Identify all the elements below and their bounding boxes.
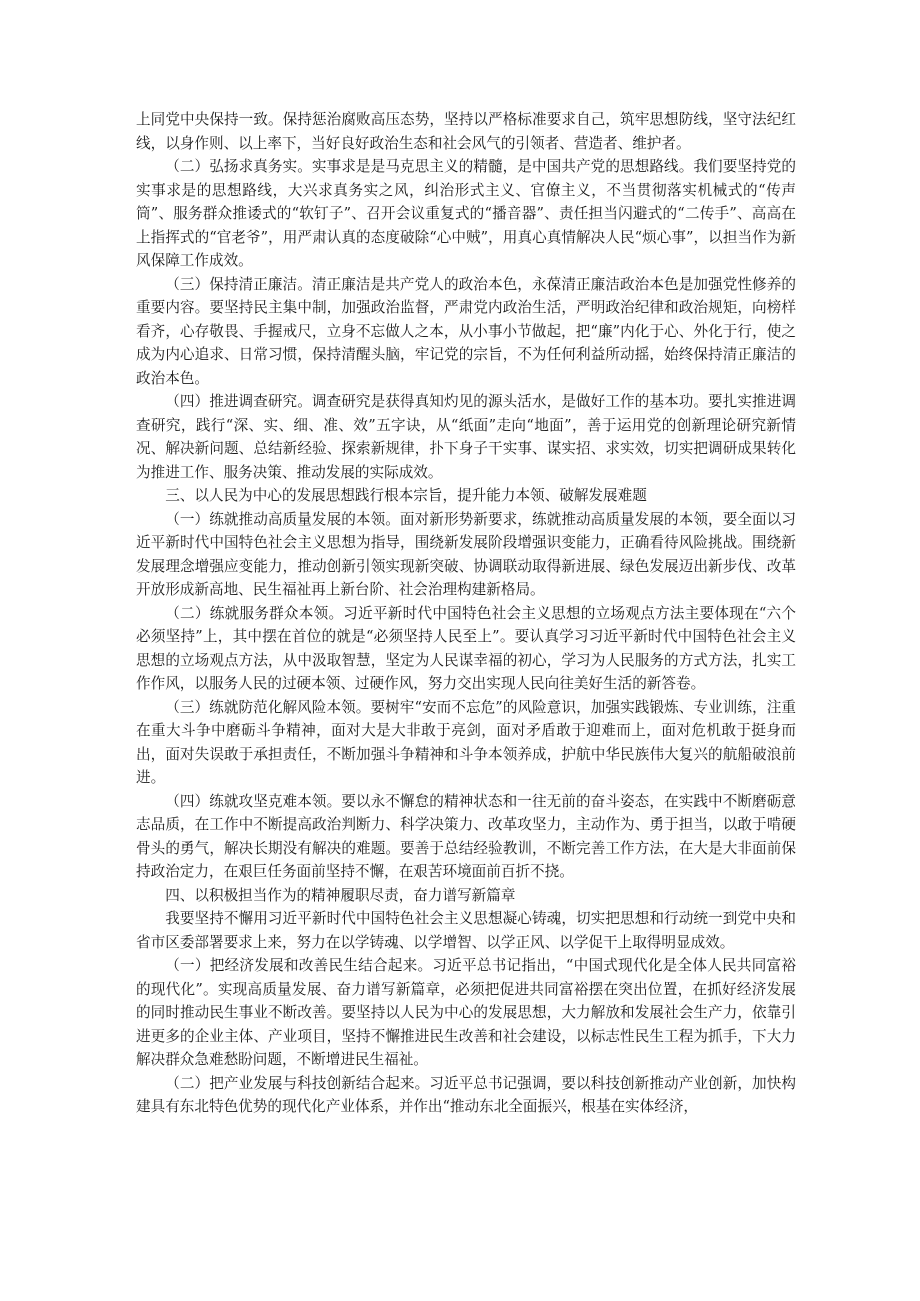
paragraph: 我要坚持不懈用习近平新时代中国特色社会主义思想凝心铸魂，切实把思想和行动统一到党中央和省市区委部署要求上来，努力在以学铸魂、以学增智、以学正风、以学促干上取得明显成效。 (136, 910, 796, 951)
paragraph: （四）推进调查研究。调查研究是获得真知灼见的源头活水，是做好工作的基本功。要扎实推进调查研究，践行“深、实、细、准、效”五字诀，从“纸面”走向“地面”，善于运用党的创新理论研究新情况、解决新问题、总结新经验、探索新规律，扑下身子干实事、谋实招、求实效，切实把调研成果转化为推进工作、服务决策、推动发展的实际成效。 (136, 393, 796, 481)
paragraph: （二）练就服务群众本领。习近平新时代中国特色社会主义思想的立场观点方法主要体现在“六个必须坚持”上，其中摆在首位的就是“必须坚持人民至上”。要认真学习习近平新时代中国特色社会主义思想的立场观点方法，从中汲取智慧，坚定为人民谋幸福的初心，学习为人民服务的方式方法，扎实工作作风，以服务人民的过硬本领、过硬作风，努力交出实现人民向往美好生活的新答卷。 (136, 604, 796, 692)
paragraph: （三）保持清正廉洁。清正廉洁是共产党人的政治本色，永葆清正廉洁政治本色是加强党性修养的重要内容。要坚持民主集中制，加强政治监督，严肃党内政治生活，严明政治纪律和政治规矩，向榜样看齐，心存敬畏、手握戒尺，立身不忘做人之本，从小事小节做起，把“廉”内化于心、外化于行，使之成为内心追求、日常习惯，保持清醒头脑，牢记党的宗旨，不为任何利益所动摇，始终保持清正廉洁的政治本色。 (136, 275, 796, 387)
paragraph: （二）把产业发展与科技创新结合起来。习近平总书记强调，要以科技创新推动产业创新，加快构建具有东北特色优势的现代化产业体系，并作出“推动东北全面振兴，根基在实体经济， (136, 1074, 796, 1115)
paragraph: （四）练就攻坚克难本领。要以永不懈怠的精神状态和一往无前的奋斗姿态，在实践中不断磨砺意志品质，在工作中不断提高政治判断力、科学决策力、改革攻坚力，主动作为、勇于担当，以敢于啃硬骨头的勇气，解决长期没有解决的难题。要善于总结经验教训，不断完善工作方法，在大是大非面前保持政治定力，在艰巨任务面前坚持不懈，在艰苦环境面前百折不挠。 (136, 792, 796, 880)
paragraph: （二）弘扬求真务实。实事求是是马克思主义的精髓，是中国共产党的思想路线。我们要坚持党的实事求是的思想路线，大兴求真务实之风，纠治形式主义、官僚主义，不当贯彻落实机械式的“传声筒”、服务群众推诿式的“软钉子”、召开会议重复式的“播音器”、责任担当闪避式的“二传手”、高高在上指挥式的“官老爷”，用严肃认真的态度破除“心中贼”，用真心真情解决人民“烦心事”，以担当作为新风保障工作成效。 (136, 158, 796, 269)
paragraph: （一）练就推动高质量发展的本领。面对新形势新要求，练就推动高质量发展的本领，要全面以习近平新时代中国特色社会主义思想为指导，围绕新发展阶段增强识变能力，正确看待风险挑战。围绕新发展理念增强应变能力，推动创新引领实现新突破、协调联动取得新进展、绿色发展迈出新步伐、改革开放形成新高地、民生福祉再上新台阶、社会治理构建新格局。 (136, 510, 796, 598)
paragraph: 上同党中央保持一致。保持惩治腐败高压态势，坚持以严格标准要求自己，筑牢思想防线，坚守法纪红线，以身作则、以上率下，当好良好政治生态和社会风气的引领者、营造者、维护者。 (136, 111, 796, 152)
paragraph: （三）练就防范化解风险本领。要树牢“安而不忘危”的风险意识，加强实践锻炼、专业训练，注重在重大斗争中磨砺斗争精神，面对大是大非敢于亮剑，面对矛盾敢于迎难而上，面对危机敢于挺身而出，面对失误敢于承担责任，不断加强斗争精神和斗争本领养成，护航中华民族伟大复兴的航船破浪前进。 (136, 698, 796, 786)
paragraph: （一）把经济发展和改善民生结合起来。习近平总书记指出，“中国式现代化是全体人民共同富裕的现代化”。实现高质量发展、奋力谱写新篇章，必须把促进共同富裕摆在突出位置，在抓好经济发展的同时推动民生事业不断改善。要坚持以人民为中心的发展思想，大力解放和发展社会生产力，依靠引进更多的企业主体、产业项目，坚持不懈推进民生改善和社会建设，以标志性民生工程为抓手，下大力解决群众急难愁盼问题，不断增进民生福祉。 (136, 957, 796, 1068)
document-page (136, 108, 796, 1119)
section-heading: 四、以积极担当作为的精神履职尽责，奋力谱写新篇章 (165, 886, 516, 904)
section-heading: 三、以人民为中心的发展思想践行根本宗旨，提升能力本领、破解发展难题 (165, 487, 647, 504)
